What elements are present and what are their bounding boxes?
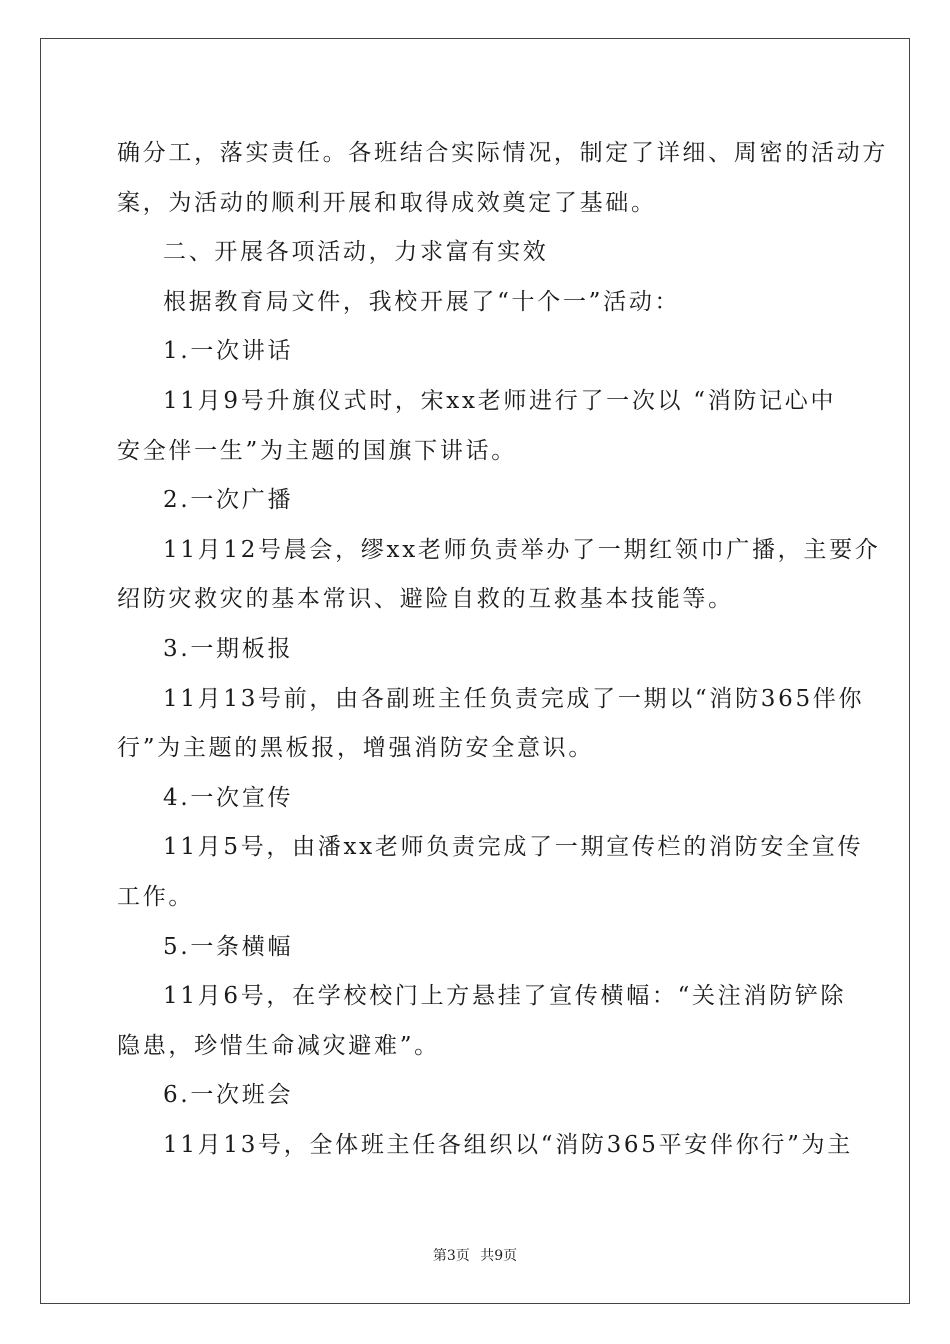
text-line: 11月13号，全体班主任各组织以“消防365平安伴你行”为主 [163, 1131, 853, 1158]
text-line: 安全伴一生”为主题的国旗下讲话。 [117, 437, 517, 464]
page-total: 共9页 [480, 1248, 518, 1264]
item-heading: 2.一次广播 [163, 487, 294, 514]
text-line: 11月13号前，由各副班主任负责完成了一期以“消防365伴你 [163, 685, 865, 712]
text-line: 11月6号，在学校校门上方悬挂了宣传横幅：“关注消防铲除 [163, 983, 847, 1010]
page-number: 第3页 [432, 1248, 470, 1264]
text-line: 案，为活动的顺利开展和取得成效奠定了基础。 [117, 189, 657, 216]
text-line: 隐患，珍惜生命减灾避难”。 [117, 1032, 440, 1059]
item-heading: 1.一次讲话 [163, 338, 294, 365]
item-heading: 6.一次班会 [163, 1082, 294, 1109]
text-line: 11月12号晨会，缪xx老师负责举办了一期红领巾广播，主要介 [163, 536, 881, 563]
page-footer [0, 1245, 950, 1265]
text-line: 确分工，落实责任。各班结合实际情况，制定了详细、周密的活动方 [117, 140, 888, 166]
section-heading: 二、开展各项活动，力求富有实效 [163, 239, 549, 266]
text-line: 11月5号，由潘xx老师负责完成了一期宣传栏的消防安全宣传 [163, 834, 864, 861]
item-heading: 4.一次宣传 [163, 784, 294, 811]
item-heading: 5.一条横幅 [163, 933, 294, 960]
text-line: 根据教育局文件，我校开展了“十个一”活动： [163, 288, 681, 315]
item-heading: 3.一期板报 [163, 635, 294, 662]
text-line: 工作。 [117, 883, 195, 910]
document-body [117, 129, 888, 1170]
text-line: 11月9号升旗仪式时，宋xx老师进行了一次以 “消防记心中 [163, 387, 837, 414]
text-line: 绍防灾救灾的基本常识、避险自救的互救基本技能等。 [117, 586, 734, 613]
text-line: 行”为主题的黑板报，增强消防安全意识。 [117, 735, 595, 762]
